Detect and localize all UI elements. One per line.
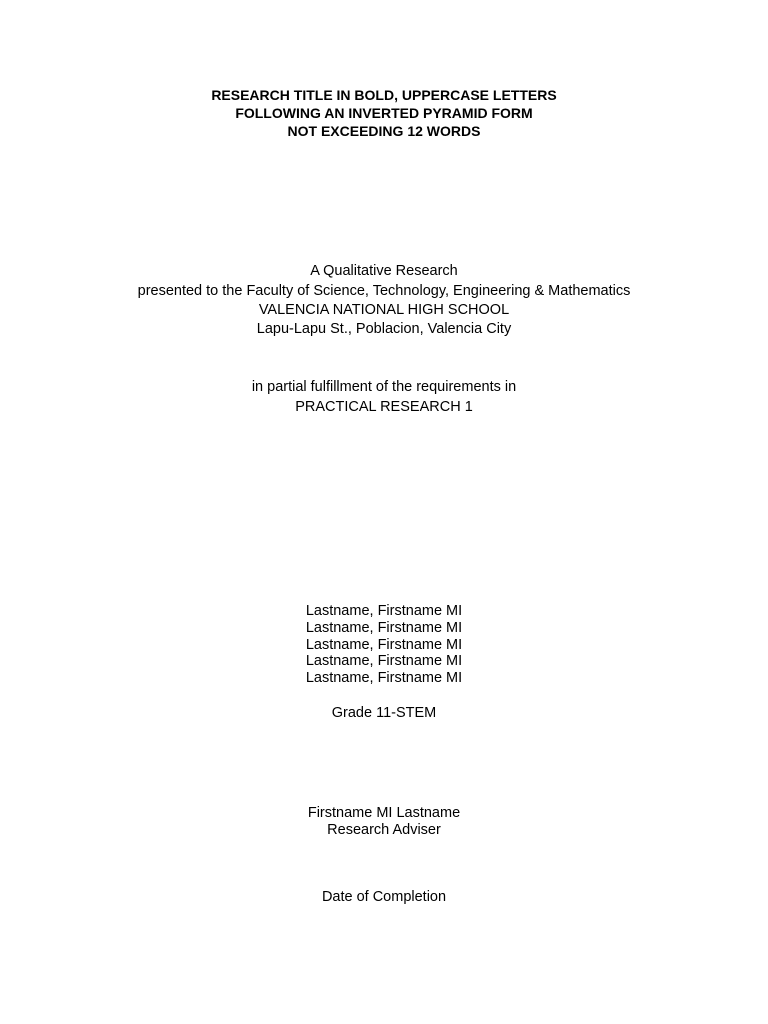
school-name: VALENCIA NATIONAL HIGH SCHOOL — [258, 302, 510, 318]
subject-name: PRACTICAL RESEARCH 1 — [295, 399, 473, 415]
author-name: Lastname, Firstname MI — [305, 620, 463, 636]
author-name: Lastname, Firstname MI — [305, 670, 463, 686]
research-title-line-2: FOLLOWING AN INVERTED PYRAMID FORM — [235, 105, 533, 121]
author-name: Lastname, Firstname MI — [305, 637, 463, 653]
completion-date: Date of Completion — [321, 889, 447, 905]
grade-level: Grade 11-STEM — [331, 705, 437, 721]
author-name: Lastname, Firstname MI — [305, 653, 463, 669]
research-title-line-1: RESEARCH TITLE IN BOLD, UPPERCASE LETTERS — [211, 87, 557, 103]
research-type: A Qualitative Research — [310, 263, 458, 279]
research-title-line-3: NOT EXCEEDING 12 WORDS — [287, 123, 481, 139]
presented-to-line: presented to the Faculty of Science, Technology, Engineering & Mathematics — [137, 283, 631, 299]
school-address: Lapu-Lapu St., Poblacion, Valencia City — [256, 321, 512, 337]
adviser-role: Research Adviser — [327, 822, 441, 838]
adviser-name: Firstname MI Lastname — [307, 805, 461, 821]
author-name: Lastname, Firstname MI — [305, 603, 463, 619]
fulfillment-line: in partial fulfillment of the requirements in — [251, 379, 517, 395]
